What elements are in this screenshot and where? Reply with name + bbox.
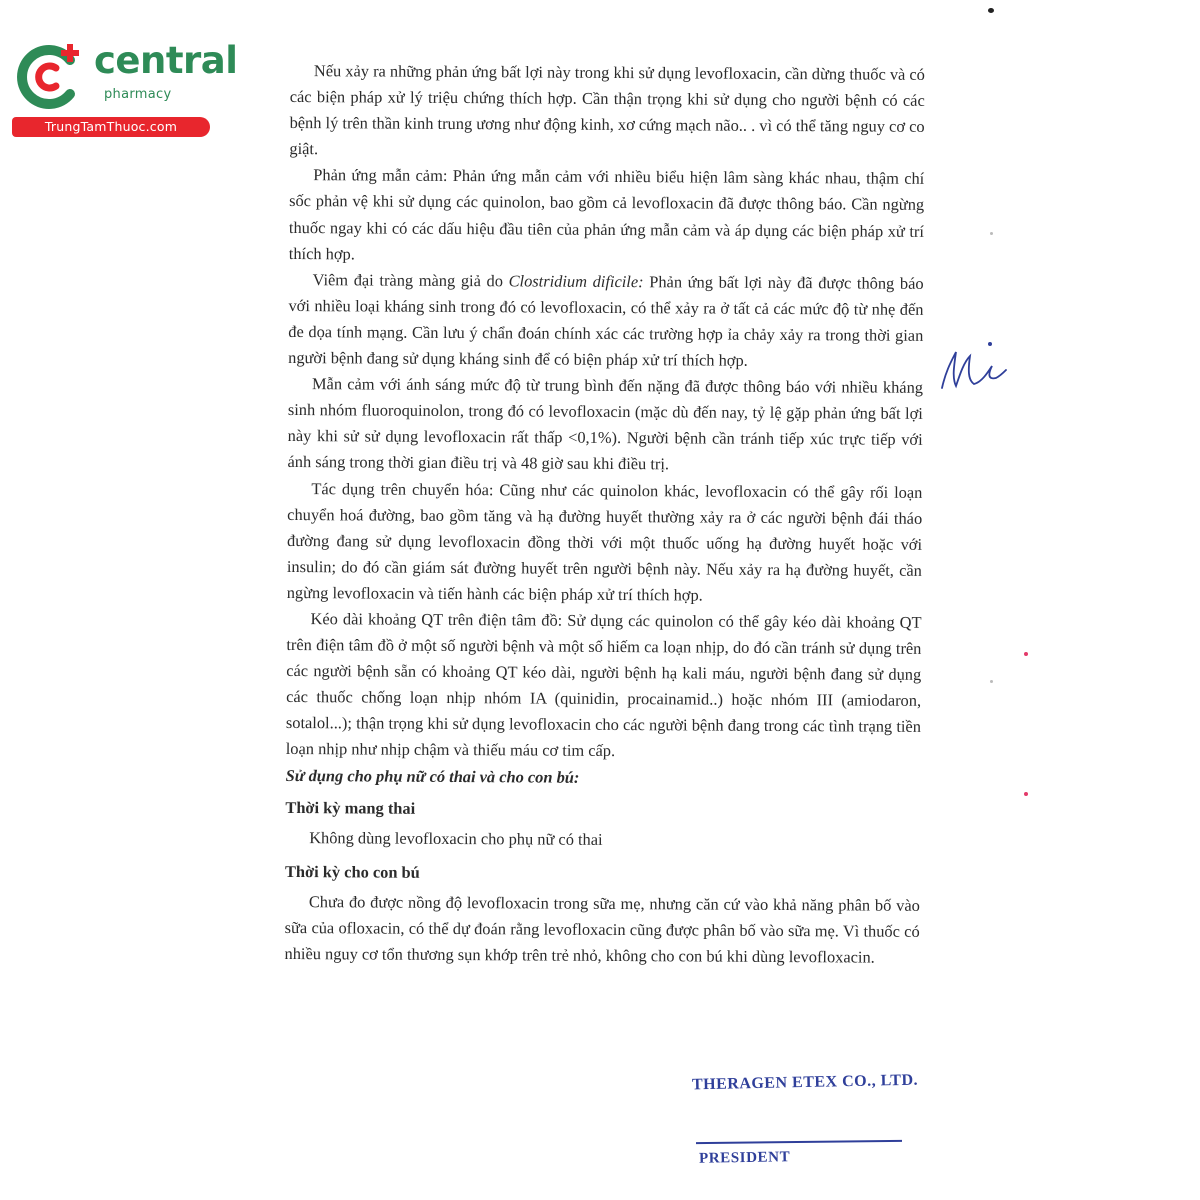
colitis-text-before: Viêm đại tràng màng giả do [312,269,509,291]
logo-c-cross-icon [12,40,86,114]
signature-line [696,1140,902,1144]
paragraph-photosensitivity: Mẫn cảm với ánh sáng mức độ từ trung bình đến nặng đã được thông báo với nhiều kháng sinh nhóm fluoroquinolon, trong đó có levofloxacin (mặc dù đến nay, tỷ lệ gặp phản ứng bất lợi này khi sử sử dụng levofloxacin rất thấp <0,1%). Người bệnh cần tránh tiếp xúc trực tiếp với ánh sáng trong thời gian điều trị và 48 giờ sau khi điều trị. [287,374,924,474]
paragraph-metabolic-effects: Tác dụng trên chuyển hóa: Cũng như các quinolon khác, levofloxacin có thể gây rối loạn chuyển hoá đường, bao gồm tăng và hạ đường huyết thường xảy ra ở các người bệnh đái tháo đường đang sử dụng levofloxacin đồng thời với một thuốc uống hạ đường huyết hoặc với insulin; do đó cần giám sát đường huyết trên người bệnh này. Nếu xảy ra hạ đường huyết, cần ngừng levofloxacin và tiến hành các biện pháp xử trí thích hợp. [286,478,923,605]
document-body [284,58,925,971]
colitis-text-after: Phản ứng bất lợi này đã được thông báo với nhiều loại kháng sinh trong đó có levofloxacin, có thể xảy ra ở tất cả các mức độ từ nhẹ đến đe dọa tính mạng. Cần lưu ý chẩn đoán chính xác các trường hợp ỉa chảy xảy ra trong thời gian người bệnh đang sử dụng kháng sinh để có biện pháp xử trí thích hợp. [288,271,924,370]
heading-pregnancy: Thời kỳ mang thai [285,797,416,818]
central-pharmacy-logo [12,36,238,136]
paragraph-pseudomembranous-colitis [288,267,924,375]
scan-speck [990,680,993,683]
logo-name: central [94,39,238,82]
paragraph-qt-prolongation: Kéo dài khoảng QT trên điện tâm đồ: Sử dụng các quinolon có thể gây kéo dài khoảng QT trên điện tâm đồ ở một số người bệnh và một số hiếm ca loạn nhịp, do đó cần tránh sử dụng trên các người bệnh sẵn có khoảng QT kéo dài, người bệnh hạ kali máu, người bệnh đang sử dụng các thuốc chống loạn nhịp nhóm IA (quinidin, procainamid..) hoặc nhóm III (amiodaron, sotalol...); thận trọng khi sử dụng levofloxacin cho các người bệnh đang trong các tình trạng tiền loạn nhịp như nhịp chậm và thiếu máu cơ tim cấp. [285,609,922,761]
heading-lactation: Thời kỳ cho con bú [284,861,420,882]
scan-speck [988,8,994,13]
scan-speck [990,232,993,235]
paragraph-lactation: Chưa đo được nồng độ levofloxacin trong sữa mẹ, nhưng căn cứ vào khả năng phân bố vào sữa của ofloxacin, có thể dự đoán rằng levofloxacin cũng được phân bố vào sữa mẹ. Vì thuốc có nhiều nguy cơ tổn thương sụn khớp trên trẻ nhỏ, không cho con bú khi dùng levofloxacin. [284,892,920,967]
paragraph-adverse-reactions: Nếu xảy ra những phản ứng bất lợi này trong khi sử dụng levofloxacin, cần dừng thuốc và có các biện pháp xử lý triệu chứng thích hợp. Cần thận trọng khi sử dụng cho người bệnh có các bệnh lý trên thần kinh trung ương như động kinh, xơ cứng mạch não.. . vì có thể tăng nguy cơ co giật. [289,61,925,159]
paragraph-hypersensitivity: Phản ứng mẫn cảm: Phản ứng mẫn cảm với nhiều biểu hiện lâm sàng khác nhau, thậm chí sốc phản vệ khi sử dụng các quinolon, bao gồm cả levofloxacin đã được thông báo. Cần ngừng thuốc ngay khi có các dấu hiệu đầu tiên của phản ứng mẫn cảm và áp dụng các biện pháp xử trí thích hợp. [288,165,925,264]
company-stamp: THERAGEN ETEX CO., LTD. [691,1071,919,1094]
logo-website-banner: TrungTamThuoc.com [12,117,210,137]
section-heading-pregnancy-lactation: Sử dụng cho phụ nữ có thai và cho con bú: [285,765,580,787]
colitis-organism-name: Clostridium dificile: [508,271,644,291]
signatory-title: PRESIDENT [698,1149,791,1167]
logo-subtitle: pharmacy [104,87,172,102]
paragraph-pregnancy: Không dùng levofloxacin cho phụ nữ có thai [309,827,603,849]
scan-speck [1024,652,1028,656]
scan-speck [1024,792,1028,796]
handwritten-initials-icon [930,330,1010,400]
